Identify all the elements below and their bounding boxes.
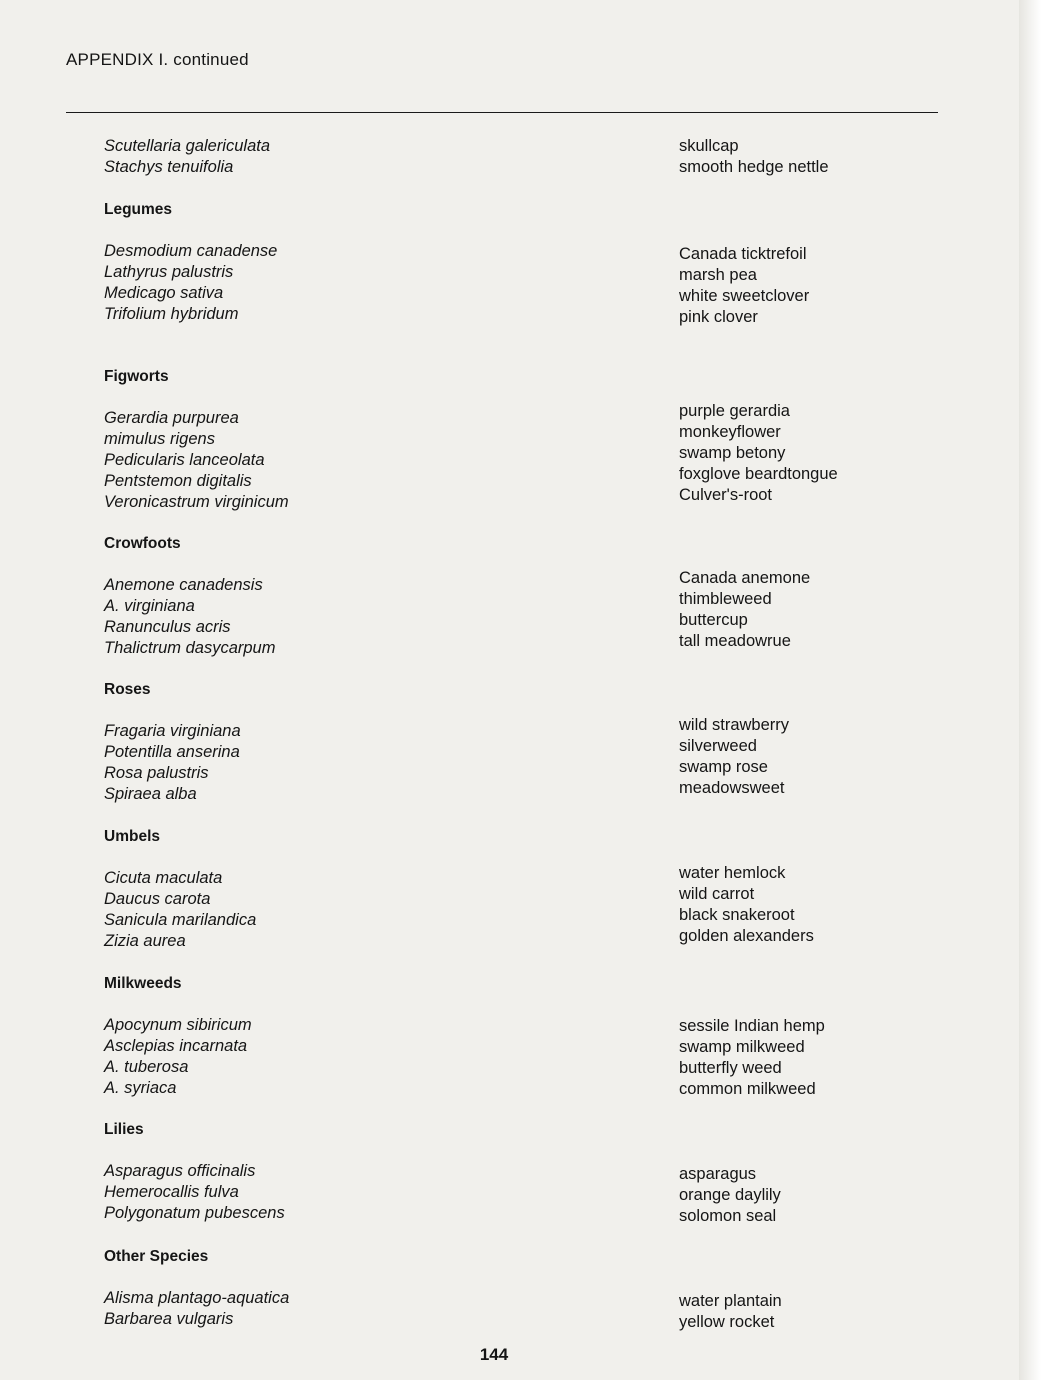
scientific-name: Pedicularis lanceolata [104, 451, 265, 469]
common-names-lilies [679, 1164, 979, 1227]
scientific-name: A. virginiana [104, 597, 195, 615]
common-name: skullcap [679, 137, 739, 155]
common-name: water plantain [679, 1292, 782, 1310]
common-name: buttercup [679, 611, 748, 629]
scientific-name: Trifolium hybridum [104, 305, 239, 323]
species-group-legumes [104, 199, 524, 325]
common-name: purple gerardia [679, 402, 790, 420]
scientific-name: Anemone canadensis [104, 576, 263, 594]
species-group-roses [104, 679, 524, 805]
scientific-name: Veronicastrum virginicum [104, 493, 289, 511]
common-names-umbels [679, 863, 979, 947]
common-names-roses [679, 715, 979, 799]
common-name: wild carrot [679, 885, 755, 903]
common-name: monkeyflower [679, 423, 781, 441]
common-name: silverweed [679, 737, 757, 755]
group-title: Roses [104, 681, 151, 698]
common-names-unlabeled [679, 136, 979, 178]
species-group-other-species [104, 1246, 524, 1330]
common-names-legumes [679, 244, 979, 328]
common-name: golden alexanders [679, 927, 814, 945]
common-name: foxglove beardtongue [679, 465, 838, 483]
scientific-name: Medicago sativa [104, 284, 224, 302]
group-title: Umbels [104, 828, 160, 845]
scientific-name: Daucus carota [104, 890, 211, 908]
common-name: swamp rose [679, 758, 768, 776]
common-name: swamp milkweed [679, 1038, 805, 1056]
common-name: smooth hedge nettle [679, 158, 829, 176]
scientific-name: Hemerocallis fulva [104, 1183, 239, 1201]
scientific-name: Desmodium canadense [104, 242, 278, 260]
page-header: APPENDIX I. continued [66, 50, 249, 69]
scientific-name: Fragaria virginiana [104, 722, 241, 740]
common-names-figworts [679, 401, 979, 506]
common-name: thimbleweed [679, 590, 772, 608]
common-name: yellow rocket [679, 1313, 775, 1331]
species-group-milkweeds [104, 973, 524, 1099]
common-name: butterfly weed [679, 1059, 782, 1077]
common-name: meadowsweet [679, 779, 785, 797]
common-name: Canada anemone [679, 569, 811, 587]
species-group-figworts [104, 366, 524, 513]
species-group-umbels [104, 826, 524, 952]
header-rule [66, 112, 938, 113]
group-title: Legumes [104, 201, 173, 218]
scientific-name: Scutellaria galericulata [104, 137, 271, 155]
group-title: Lilies [104, 1121, 144, 1138]
scientific-name: Spiraea alba [104, 785, 197, 803]
scientific-name: Stachys tenuifolia [104, 158, 234, 176]
scientific-name: Asclepias incarnata [104, 1037, 248, 1055]
scientific-name: A. syriaca [104, 1079, 177, 1097]
common-name: orange daylily [679, 1186, 781, 1204]
common-name: Canada ticktrefoil [679, 245, 807, 263]
scientific-name: Gerardia purpurea [104, 409, 239, 427]
scientific-name: Sanicula marilandica [104, 911, 257, 929]
scientific-name: Thalictrum dasycarpum [104, 639, 276, 657]
common-name: black snakeroot [679, 906, 795, 924]
scientific-name: Cicuta maculata [104, 869, 223, 887]
group-title: Milkweeds [104, 975, 182, 992]
species-group-unlabeled [104, 136, 524, 178]
scientific-name: Lathyrus palustris [104, 263, 234, 281]
common-name: water hemlock [679, 864, 786, 882]
group-title: Other Species [104, 1248, 209, 1265]
scientific-name: Potentilla anserina [104, 743, 240, 761]
common-names-crowfoots [679, 568, 979, 652]
page-number: 144 [479, 1345, 509, 1364]
scientific-name: Asparagus officinalis [104, 1162, 256, 1180]
common-name: sessile Indian hemp [679, 1017, 825, 1035]
common-name: swamp betony [679, 444, 786, 462]
common-name: Culver's-root [679, 486, 773, 504]
scientific-name: Alisma plantago-aquatica [104, 1289, 290, 1307]
common-name: pink clover [679, 308, 758, 326]
scientific-name: Pentstemon digitalis [104, 472, 252, 490]
species-group-lilies [104, 1119, 524, 1224]
scientific-name: Barbarea vulgaris [104, 1310, 234, 1328]
group-title: Crowfoots [104, 535, 181, 552]
scientific-name: Polygonatum pubescens [104, 1204, 285, 1222]
scientific-name: Apocynum sibiricum [104, 1016, 252, 1034]
common-name: common milkweed [679, 1080, 816, 1098]
page-edge-shadow [1019, 0, 1041, 1380]
common-name: asparagus [679, 1165, 757, 1183]
species-group-crowfoots [104, 533, 524, 659]
common-names-other-species [679, 1291, 979, 1333]
common-name: white sweetclover [679, 287, 810, 305]
scientific-name: mimulus rigens [104, 430, 215, 448]
common-name: marsh pea [679, 266, 757, 284]
common-name: tall meadowrue [679, 632, 791, 650]
group-title: Figworts [104, 368, 169, 385]
scientific-name: A. tuberosa [104, 1058, 189, 1076]
common-name: solomon seal [679, 1207, 777, 1225]
scientific-name: Zizia aurea [104, 932, 186, 950]
scientific-name: Ranunculus acris [104, 618, 231, 636]
scientific-name: Rosa palustris [104, 764, 209, 782]
common-names-milkweeds [679, 1016, 979, 1100]
common-name: wild strawberry [679, 716, 790, 734]
